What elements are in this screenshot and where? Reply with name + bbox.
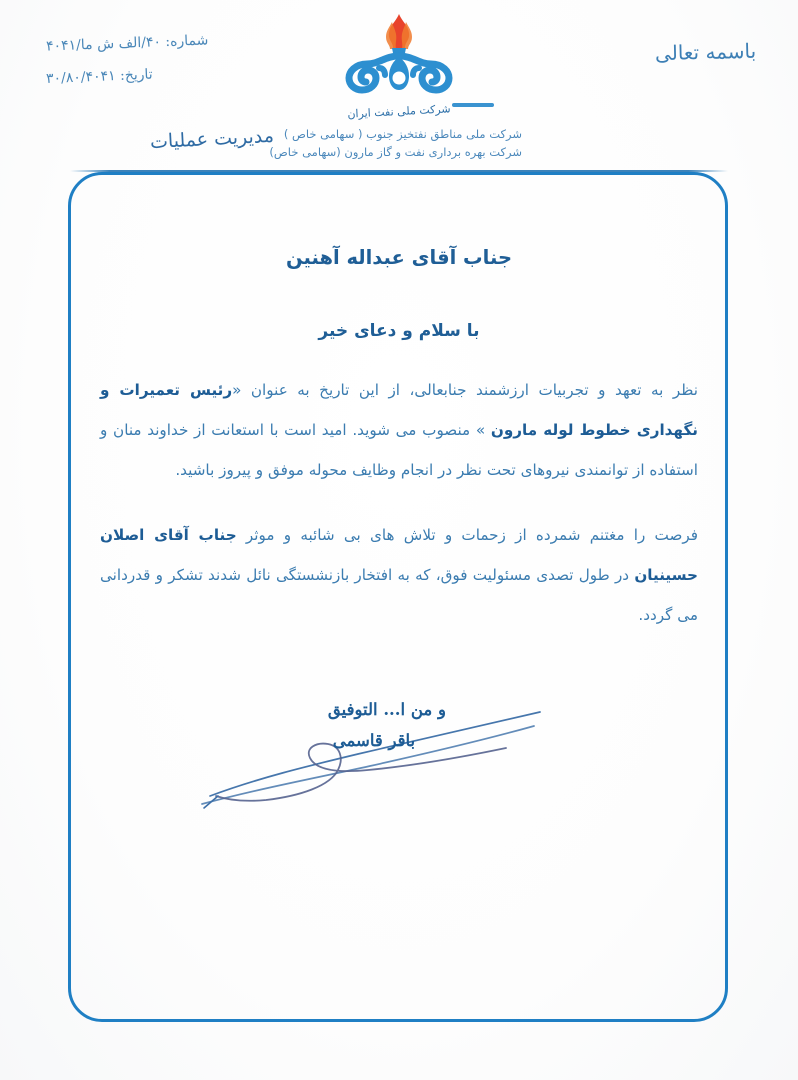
addressee-name: جناب آقای عبداله آهنین (286, 246, 512, 269)
logo-caption: شرکت ملی نفت ایران (347, 102, 451, 121)
reference-date-value: ۱۴۰۴/۰۸/۰۳ (45, 68, 116, 88)
signature-area (100, 700, 698, 840)
signature-name: باقر قاسمی (332, 731, 416, 750)
letter-header (0, 0, 798, 175)
predecessor-name: جناب آقای اصلان حسینیان (100, 526, 698, 585)
letter-body (100, 230, 698, 662)
signature-closing: و من ا... التوفیق (327, 700, 446, 719)
signature-text-block (328, 700, 446, 750)
basmala-text: باسمه تعالی (654, 38, 757, 66)
nioc-flame-icon (335, 12, 463, 104)
department-label: مدیریت عملیات (149, 124, 275, 154)
appointment-title: رئیس تعمیرات و نگهداری خطوط لوله مارون (100, 381, 698, 439)
paragraph-1-before: نظر به تعهد و تجربیات ارزشمند جنابعالی، از این تاریخ به عنوان « (232, 381, 698, 399)
reference-number-line (46, 29, 286, 54)
logo-accent-dash (452, 103, 494, 107)
organization-lines (269, 126, 522, 162)
paragraph-appreciation (100, 516, 698, 635)
reference-number-label: شماره: (165, 32, 209, 51)
paragraph-appointment (100, 371, 698, 490)
reference-date-label: تاریخ: (119, 66, 153, 84)
paragraph-2-after: در طول تصدی مسئولیت فوق، که به افتخار بازنشستگی نائل شدند تشکر و قدردانی می گردد. (100, 566, 698, 625)
paragraph-1-after: » منصوب می شوید. امید است با استعانت از خداوند منان و استفاده از توانمندی نیروهای تحت نظر در انجام وظایف محوله موفق و پیروز باشید. (100, 420, 698, 479)
paragraph-2-before: فرصت را مغتنم شمرده از زحمات و تلاش های بی شائبه و موثر (236, 526, 698, 545)
reference-number-value: ۰۴/الف ش ما/۱۴۰۴ (45, 34, 162, 55)
organization-line-2: شرکت بهره برداری نفت و گاز مارون (سهامی خاص) (269, 144, 522, 159)
greeting-line: با سلام و دعای خیر (318, 321, 480, 341)
reference-date-line (46, 61, 286, 87)
organization-line-1: شرکت ملی مناطق نفتخیز جنوب ( سهامی خاص ) (283, 127, 522, 141)
nioc-logo (324, 12, 474, 121)
reference-block (45, 32, 286, 88)
